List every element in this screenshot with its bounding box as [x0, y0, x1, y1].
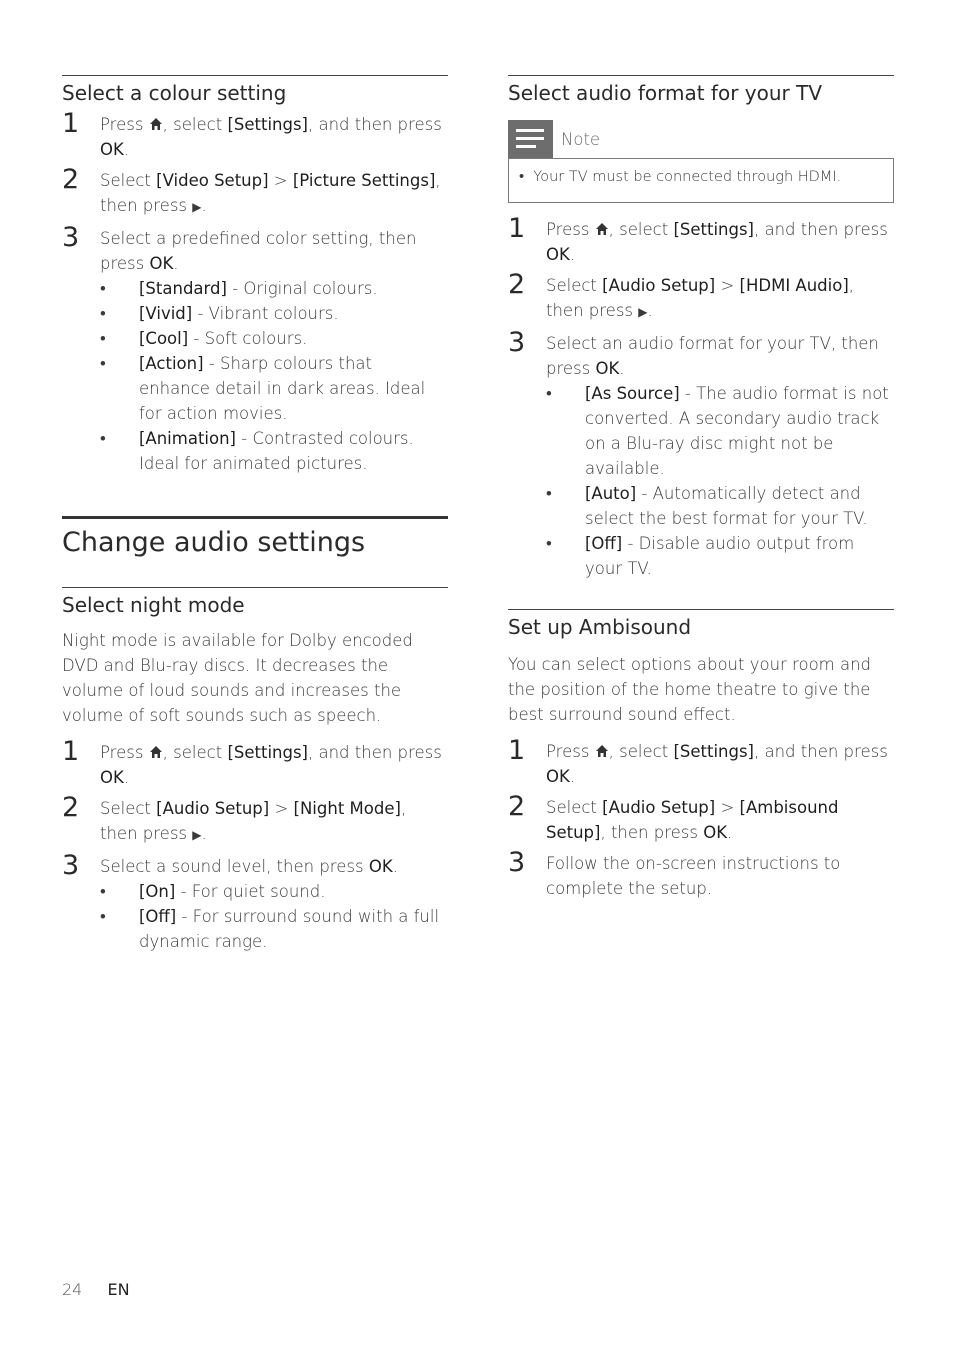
- step-text: , and then press: [754, 220, 888, 239]
- step-number: 2: [508, 791, 526, 822]
- menu-option: [Audio Setup]: [602, 798, 716, 817]
- step-text: , select: [162, 743, 228, 762]
- step-number: 1: [508, 735, 526, 766]
- option-key: [Off]: [585, 534, 623, 553]
- step-number: 1: [508, 213, 526, 244]
- step-text: .: [173, 254, 179, 273]
- step-text: .: [123, 768, 130, 787]
- step-text: Follow the on-screen instructions to complete the setup.: [546, 854, 841, 898]
- language-code: EN: [107, 1280, 130, 1299]
- option-key: [Cool]: [139, 329, 189, 348]
- step: [508, 791, 894, 845]
- step-text: >: [269, 799, 294, 818]
- note-header: [508, 120, 894, 158]
- play-triangle-icon: ▶: [192, 200, 202, 214]
- option-desc: - For surround sound with a full dynamic range.: [139, 907, 440, 951]
- step: [62, 108, 448, 162]
- step-text: .: [201, 196, 207, 215]
- step-text: Select: [546, 798, 603, 817]
- option-key: [Off]: [139, 907, 177, 926]
- play-triangle-icon: ▶: [192, 828, 202, 842]
- list-item: [546, 531, 894, 581]
- step-text: .: [569, 245, 576, 264]
- ok-key: OK: [100, 140, 124, 159]
- option-desc: - The audio format is not converted. A secondary audio track on a Blu-ray disc might not be available.: [585, 384, 889, 478]
- option-key: [Animation]: [139, 429, 236, 448]
- page-footer: [62, 1280, 130, 1299]
- step-number: 2: [62, 792, 80, 823]
- step: [508, 269, 894, 325]
- home-icon: [149, 745, 163, 759]
- menu-option: [Audio Setup]: [156, 799, 270, 818]
- option-desc: - Original colours.: [226, 279, 378, 298]
- section-title: Change audio settings: [62, 527, 366, 558]
- step-number: 3: [62, 850, 80, 881]
- option-list: [100, 879, 448, 954]
- play-triangle-icon: ▶: [638, 305, 648, 319]
- note-text: Your TV must be connected through HDMI.: [533, 169, 842, 185]
- step-text: >: [268, 171, 293, 190]
- step-text: Press: [546, 742, 595, 761]
- option-key: [On]: [139, 882, 176, 901]
- option-key: [Action]: [139, 354, 204, 373]
- option-desc: - For quiet sound.: [175, 882, 326, 901]
- bullet: •: [519, 169, 525, 185]
- list-item: [100, 879, 448, 904]
- step-text: .: [727, 823, 733, 842]
- option-list: [546, 381, 894, 581]
- step-number: 2: [508, 269, 526, 300]
- list-item: [546, 381, 894, 481]
- menu-option: [Settings]: [673, 742, 754, 761]
- step-number: 1: [62, 108, 80, 139]
- step-text: .: [619, 359, 625, 378]
- night-mode-heading: Select night mode: [62, 593, 245, 617]
- audio-format-heading: Select audio format for your TV: [508, 81, 823, 105]
- step: [62, 850, 448, 954]
- menu-option: [Ambisound Setup]: [546, 798, 839, 842]
- list-item: [100, 301, 448, 326]
- step: [508, 213, 894, 267]
- menu-option: [Video Setup]: [156, 171, 269, 190]
- ok-key: OK: [149, 254, 174, 273]
- option-key: [Standard]: [139, 279, 227, 298]
- colour-setting-heading: Select a colour setting: [62, 81, 287, 105]
- step-text: Select: [546, 276, 603, 295]
- ok-key: OK: [546, 245, 570, 264]
- option-desc: - Automatically detect and select the best format for your TV.: [585, 484, 868, 528]
- step-text: , select: [608, 742, 674, 761]
- option-desc: - Soft colours.: [188, 329, 308, 348]
- step-text: Select: [100, 171, 157, 190]
- option-list: [100, 276, 448, 476]
- right-column: [508, 75, 894, 901]
- step-text: Press: [100, 743, 149, 762]
- home-icon: [595, 222, 609, 236]
- option-desc: - Contrasted colours. Ideal for animated pictures.: [139, 429, 414, 473]
- step-text: Select an audio format for your TV, then press: [546, 334, 879, 378]
- menu-option: [Settings]: [227, 743, 308, 762]
- step-text: Press: [546, 220, 595, 239]
- ok-key: OK: [546, 767, 570, 786]
- step-number: 3: [62, 222, 80, 253]
- step-number: 3: [508, 847, 526, 878]
- step-text: , select: [608, 220, 674, 239]
- ok-key: OK: [703, 823, 728, 842]
- step: [508, 847, 894, 901]
- step: [62, 222, 448, 476]
- left-column: [62, 75, 448, 954]
- note-title: Note: [561, 129, 601, 149]
- step-text: , and then press: [754, 742, 888, 761]
- step-text: , select: [162, 115, 228, 134]
- step-text: >: [715, 798, 740, 817]
- list-item: [100, 276, 448, 301]
- step-text: then press: [100, 824, 193, 843]
- ambisound-intro: You can select options about your room and the position of the home theatre to give the best surround sound effect.: [508, 655, 872, 724]
- step-number: 2: [62, 164, 80, 195]
- step-text: then press: [100, 196, 193, 215]
- step-number: 1: [62, 736, 80, 767]
- ambisound-heading: Set up Ambisound: [508, 615, 692, 639]
- step-text: .: [123, 140, 130, 159]
- ok-key: OK: [595, 359, 620, 378]
- step-text: .: [569, 767, 576, 786]
- step-number: 3: [508, 327, 526, 358]
- home-icon: [149, 117, 163, 131]
- step-text: Select: [100, 799, 157, 818]
- step: [62, 736, 448, 790]
- step-text: ,: [400, 799, 407, 818]
- page-number: 24: [62, 1280, 83, 1299]
- ok-key: OK: [100, 768, 124, 787]
- step-text: ,: [848, 276, 855, 295]
- step-text: .: [201, 824, 207, 843]
- step-text: ,: [435, 171, 441, 190]
- option-desc: - Vibrant colours.: [192, 304, 339, 323]
- home-icon: [595, 744, 609, 758]
- step-text: then press: [546, 301, 639, 320]
- note-icon: [508, 120, 553, 158]
- step-text: , and then press: [308, 115, 442, 134]
- menu-option: [Picture Settings]: [292, 171, 436, 190]
- step: [508, 735, 894, 789]
- option-key: [Auto]: [585, 484, 637, 503]
- list-item: [100, 326, 448, 351]
- ok-key: OK: [368, 857, 393, 876]
- step: [62, 792, 448, 848]
- menu-option: [Settings]: [673, 220, 754, 239]
- step-text: Press: [100, 115, 149, 134]
- list-item: [100, 904, 448, 954]
- step-text: .: [647, 301, 653, 320]
- night-mode-intro: Night mode is available for Dolby encoded DVD and Blu-ray discs. It decreases the volume of loud sounds and increases the volume of soft sounds such as speech.: [62, 631, 413, 725]
- menu-option: [HDMI Audio]: [739, 276, 849, 295]
- list-item: [546, 481, 894, 531]
- step-text: Select a sound level, then press: [100, 857, 369, 876]
- step: [62, 164, 448, 220]
- note-box: [508, 158, 894, 203]
- step-text: , and then press: [308, 743, 442, 762]
- menu-option: [Audio Setup]: [602, 276, 716, 295]
- option-key: [As Source]: [585, 384, 680, 403]
- step-text: .: [392, 857, 398, 876]
- list-item: [100, 351, 448, 426]
- step-text: Select a predefined color setting, then press: [100, 229, 417, 273]
- step-text: , then press: [600, 823, 704, 842]
- option-key: [Vivid]: [139, 304, 193, 323]
- option-desc: - Sharp colours that enhance detail in dark areas. Ideal for action movies.: [139, 354, 426, 423]
- menu-option: [Settings]: [227, 115, 308, 134]
- note: [508, 120, 894, 203]
- step-text: >: [715, 276, 740, 295]
- list-item: [100, 426, 448, 476]
- option-desc: - Disable audio output from your TV.: [585, 534, 855, 578]
- step: [508, 327, 894, 581]
- menu-option: [Night Mode]: [293, 799, 401, 818]
